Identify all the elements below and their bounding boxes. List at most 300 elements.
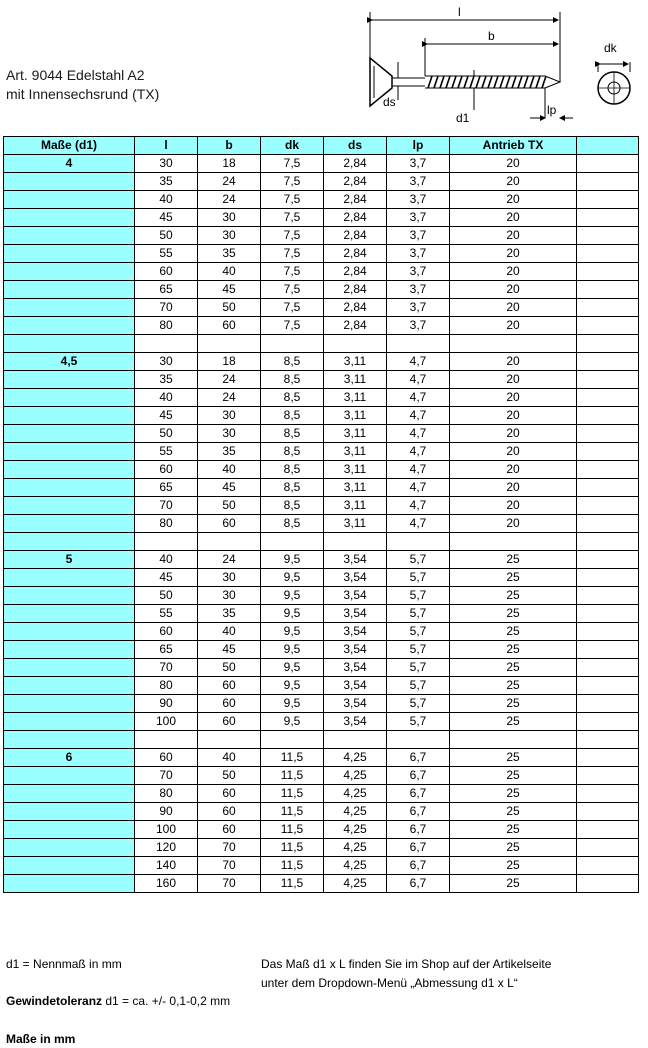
table-cell-empty bbox=[387, 731, 450, 749]
table-cell: 7,5 bbox=[261, 317, 324, 335]
table-cell-empty bbox=[450, 533, 577, 551]
group-d1-cell: 5 bbox=[4, 551, 135, 569]
table-row bbox=[4, 317, 639, 335]
header-tx: Antrieb TX bbox=[450, 137, 577, 155]
table-cell: 60 bbox=[198, 677, 261, 695]
table-cell-empty bbox=[324, 533, 387, 551]
table-cell: 4,7 bbox=[387, 479, 450, 497]
table-cell-empty bbox=[577, 569, 639, 587]
group-blank-cell bbox=[4, 209, 135, 227]
table-cell: 25 bbox=[450, 569, 577, 587]
group-blank-cell bbox=[4, 263, 135, 281]
table-row bbox=[4, 191, 639, 209]
table-cell: 7,5 bbox=[261, 173, 324, 191]
table-cell: 45 bbox=[198, 641, 261, 659]
table-cell: 25 bbox=[450, 875, 577, 893]
table-cell: 20 bbox=[450, 191, 577, 209]
table-row bbox=[4, 407, 639, 425]
table-row bbox=[4, 281, 639, 299]
table-cell: 140 bbox=[135, 857, 198, 875]
table-row bbox=[4, 425, 639, 443]
table-cell: 6,7 bbox=[387, 821, 450, 839]
table-cell: 20 bbox=[450, 281, 577, 299]
note-d1-definition: d1 = Nennmaß in mm bbox=[6, 957, 122, 971]
article-title: Art. 9044 Edelstahl A2 bbox=[6, 67, 145, 83]
table-cell: 3,54 bbox=[324, 605, 387, 623]
table-cell: 30 bbox=[198, 407, 261, 425]
table-cell: 60 bbox=[198, 317, 261, 335]
table-cell: 4,25 bbox=[324, 803, 387, 821]
table-cell-empty bbox=[450, 335, 577, 353]
group-blank-cell bbox=[4, 497, 135, 515]
table-row bbox=[4, 605, 639, 623]
table-cell: 4,7 bbox=[387, 407, 450, 425]
table-cell: 9,5 bbox=[261, 659, 324, 677]
group-blank-cell bbox=[4, 875, 135, 893]
screw-technical-drawing bbox=[0, 0, 648, 136]
table-cell: 25 bbox=[450, 785, 577, 803]
header-ds: ds bbox=[324, 137, 387, 155]
table-row bbox=[4, 623, 639, 641]
table-row bbox=[4, 713, 639, 731]
table-cell: 25 bbox=[450, 749, 577, 767]
table-cell: 9,5 bbox=[261, 587, 324, 605]
table-cell: 20 bbox=[450, 353, 577, 371]
table-cell: 4,25 bbox=[324, 857, 387, 875]
header-b: b bbox=[198, 137, 261, 155]
table-cell: 5,7 bbox=[387, 605, 450, 623]
group-blank-cell bbox=[4, 695, 135, 713]
table-cell: 4,7 bbox=[387, 461, 450, 479]
table-cell: 25 bbox=[450, 803, 577, 821]
table-cell: 20 bbox=[450, 497, 577, 515]
table-cell: 60 bbox=[135, 623, 198, 641]
table-cell-empty bbox=[577, 227, 639, 245]
table-cell-empty bbox=[577, 731, 639, 749]
header-l: l bbox=[135, 137, 198, 155]
table-cell-empty bbox=[135, 533, 198, 551]
table-cell: 55 bbox=[135, 245, 198, 263]
table-cell: 65 bbox=[135, 479, 198, 497]
table-cell-empty bbox=[577, 749, 639, 767]
table-cell: 4,7 bbox=[387, 389, 450, 407]
table-cell: 6,7 bbox=[387, 803, 450, 821]
table-cell: 3,7 bbox=[387, 317, 450, 335]
table-cell: 90 bbox=[135, 803, 198, 821]
table-cell: 20 bbox=[450, 299, 577, 317]
table-cell: 30 bbox=[135, 155, 198, 173]
table-cell-empty bbox=[577, 785, 639, 803]
table-cell: 9,5 bbox=[261, 677, 324, 695]
table-cell: 7,5 bbox=[261, 155, 324, 173]
table-cell-empty bbox=[577, 155, 639, 173]
table-row bbox=[4, 857, 639, 875]
table-cell: 25 bbox=[450, 641, 577, 659]
table-cell: 25 bbox=[450, 713, 577, 731]
table-cell: 4,7 bbox=[387, 425, 450, 443]
table-cell: 6,7 bbox=[387, 785, 450, 803]
table-cell: 18 bbox=[198, 155, 261, 173]
table-cell: 3,7 bbox=[387, 173, 450, 191]
group-blank-cell bbox=[4, 299, 135, 317]
table-cell: 120 bbox=[135, 839, 198, 857]
note-shop-line1: Das Maß d1 x L finden Sie im Shop auf der Artikelseite bbox=[261, 957, 552, 971]
table-cell: 20 bbox=[450, 227, 577, 245]
table-cell: 3,11 bbox=[324, 515, 387, 533]
table-cell: 70 bbox=[198, 839, 261, 857]
table-cell: 20 bbox=[450, 317, 577, 335]
tolerance-label: Gewindetoleranz bbox=[6, 994, 103, 1008]
table-row bbox=[4, 767, 639, 785]
table-cell: 5,7 bbox=[387, 623, 450, 641]
group-blank-cell bbox=[4, 659, 135, 677]
table-cell-empty bbox=[577, 371, 639, 389]
table-cell: 4,7 bbox=[387, 443, 450, 461]
table-cell-empty bbox=[261, 335, 324, 353]
table-cell: 80 bbox=[135, 317, 198, 335]
table-cell: 40 bbox=[198, 263, 261, 281]
table-cell: 11,5 bbox=[261, 749, 324, 767]
table-cell: 20 bbox=[450, 263, 577, 281]
table-header-row bbox=[4, 137, 639, 155]
table-cell: 7,5 bbox=[261, 191, 324, 209]
table-cell: 5,7 bbox=[387, 551, 450, 569]
table-cell-empty bbox=[577, 551, 639, 569]
table-cell: 4,25 bbox=[324, 749, 387, 767]
table-row bbox=[4, 443, 639, 461]
table-cell: 3,11 bbox=[324, 497, 387, 515]
table-cell: 25 bbox=[450, 857, 577, 875]
group-blank-cell bbox=[4, 803, 135, 821]
dim-label-dk: dk bbox=[604, 41, 617, 55]
table-cell: 11,5 bbox=[261, 803, 324, 821]
table-row bbox=[4, 785, 639, 803]
table-cell-empty bbox=[577, 353, 639, 371]
table-cell: 2,84 bbox=[324, 299, 387, 317]
table-cell: 60 bbox=[135, 749, 198, 767]
table-row bbox=[4, 353, 639, 371]
table-cell-empty bbox=[261, 533, 324, 551]
table-cell: 40 bbox=[198, 749, 261, 767]
table-cell: 20 bbox=[450, 425, 577, 443]
table-cell: 25 bbox=[450, 821, 577, 839]
table-cell-empty bbox=[577, 839, 639, 857]
table-cell: 24 bbox=[198, 389, 261, 407]
table-cell: 40 bbox=[135, 551, 198, 569]
table-cell-empty bbox=[577, 641, 639, 659]
table-row bbox=[4, 227, 639, 245]
table-cell-empty bbox=[135, 335, 198, 353]
table-cell: 50 bbox=[198, 299, 261, 317]
table-cell: 9,5 bbox=[261, 605, 324, 623]
table-cell-empty bbox=[577, 263, 639, 281]
table-cell: 70 bbox=[135, 659, 198, 677]
table-cell: 9,5 bbox=[261, 569, 324, 587]
table-cell: 2,84 bbox=[324, 155, 387, 173]
table-cell: 60 bbox=[135, 461, 198, 479]
table-cell-empty bbox=[261, 731, 324, 749]
table-cell: 4,25 bbox=[324, 767, 387, 785]
table-cell: 11,5 bbox=[261, 857, 324, 875]
table-spacer-row bbox=[4, 335, 639, 353]
table-cell: 4,7 bbox=[387, 497, 450, 515]
table-cell: 35 bbox=[135, 173, 198, 191]
group-blank-cell bbox=[4, 677, 135, 695]
table-cell: 60 bbox=[198, 785, 261, 803]
group-d1-cell: 4 bbox=[4, 155, 135, 173]
table-cell: 3,54 bbox=[324, 641, 387, 659]
table-cell: 2,84 bbox=[324, 191, 387, 209]
table-cell: 9,5 bbox=[261, 623, 324, 641]
table-cell: 3,11 bbox=[324, 443, 387, 461]
dim-label-ds: ds bbox=[383, 95, 396, 109]
table-row bbox=[4, 695, 639, 713]
table-cell: 5,7 bbox=[387, 659, 450, 677]
table-cell: 9,5 bbox=[261, 695, 324, 713]
table-cell: 25 bbox=[450, 677, 577, 695]
table-row bbox=[4, 299, 639, 317]
table-cell-empty bbox=[577, 803, 639, 821]
tolerance-value: d1 = ca. +/- 0,1-0,2 mm bbox=[102, 994, 231, 1008]
table-cell: 9,5 bbox=[261, 641, 324, 659]
table-cell: 50 bbox=[198, 659, 261, 677]
group-blank-cell bbox=[4, 173, 135, 191]
table-cell: 7,5 bbox=[261, 209, 324, 227]
table-cell: 3,11 bbox=[324, 353, 387, 371]
group-blank-cell bbox=[4, 569, 135, 587]
group-blank-cell bbox=[4, 713, 135, 731]
table-row bbox=[4, 497, 639, 515]
table-cell: 45 bbox=[198, 479, 261, 497]
table-cell-empty bbox=[577, 191, 639, 209]
table-cell: 7,5 bbox=[261, 245, 324, 263]
table-cell-empty bbox=[577, 713, 639, 731]
screw-tip bbox=[545, 76, 560, 88]
table-cell: 25 bbox=[450, 587, 577, 605]
table-cell: 30 bbox=[198, 227, 261, 245]
table-cell: 20 bbox=[450, 371, 577, 389]
table-cell: 2,84 bbox=[324, 281, 387, 299]
table-cell-empty bbox=[577, 497, 639, 515]
table-cell-empty bbox=[577, 479, 639, 497]
table-cell: 6,7 bbox=[387, 839, 450, 857]
table-cell: 5,7 bbox=[387, 641, 450, 659]
table-cell: 7,5 bbox=[261, 281, 324, 299]
table-cell: 3,7 bbox=[387, 299, 450, 317]
table-cell: 60 bbox=[135, 263, 198, 281]
group-blank-cell bbox=[4, 839, 135, 857]
table-cell: 5,7 bbox=[387, 587, 450, 605]
table-cell: 35 bbox=[198, 245, 261, 263]
table-cell: 5,7 bbox=[387, 569, 450, 587]
table-cell: 24 bbox=[198, 371, 261, 389]
table-cell: 25 bbox=[450, 605, 577, 623]
table-cell: 11,5 bbox=[261, 875, 324, 893]
group-blank-cell bbox=[4, 407, 135, 425]
table-cell: 50 bbox=[198, 497, 261, 515]
table-cell: 3,54 bbox=[324, 569, 387, 587]
table-cell-empty bbox=[577, 335, 639, 353]
table-row bbox=[4, 173, 639, 191]
table-cell: 3,54 bbox=[324, 587, 387, 605]
table-cell-empty bbox=[4, 533, 135, 551]
group-blank-cell bbox=[4, 371, 135, 389]
table-cell: 30 bbox=[135, 353, 198, 371]
table-cell: 3,54 bbox=[324, 713, 387, 731]
table-cell: 20 bbox=[450, 515, 577, 533]
table-row bbox=[4, 263, 639, 281]
group-blank-cell bbox=[4, 767, 135, 785]
table-cell-empty bbox=[198, 335, 261, 353]
table-cell: 30 bbox=[198, 425, 261, 443]
table-row bbox=[4, 371, 639, 389]
header-empty bbox=[577, 137, 639, 155]
table-cell: 50 bbox=[135, 227, 198, 245]
table-cell: 20 bbox=[450, 407, 577, 425]
table-cell: 8,5 bbox=[261, 443, 324, 461]
table-cell: 25 bbox=[450, 767, 577, 785]
table-cell-empty bbox=[577, 209, 639, 227]
group-d1-cell: 6 bbox=[4, 749, 135, 767]
table-cell: 55 bbox=[135, 443, 198, 461]
group-blank-cell bbox=[4, 227, 135, 245]
table-cell: 4,7 bbox=[387, 515, 450, 533]
table-cell-empty bbox=[387, 533, 450, 551]
table-cell: 3,11 bbox=[324, 425, 387, 443]
group-blank-cell bbox=[4, 785, 135, 803]
table-cell-empty bbox=[577, 875, 639, 893]
dim-label-b: b bbox=[488, 29, 495, 43]
table-cell: 3,7 bbox=[387, 209, 450, 227]
table-cell: 3,11 bbox=[324, 479, 387, 497]
table-cell: 8,5 bbox=[261, 497, 324, 515]
table-cell: 30 bbox=[198, 209, 261, 227]
table-cell: 80 bbox=[135, 515, 198, 533]
table-cell-empty bbox=[577, 605, 639, 623]
table-cell: 4,25 bbox=[324, 839, 387, 857]
dimension-table bbox=[3, 136, 639, 893]
table-cell: 40 bbox=[198, 623, 261, 641]
group-blank-cell bbox=[4, 515, 135, 533]
group-blank-cell bbox=[4, 821, 135, 839]
header-d1: Maße (d1) bbox=[4, 137, 135, 155]
table-cell: 70 bbox=[135, 497, 198, 515]
article-subtitle: mit Innensechsrund (TX) bbox=[6, 86, 160, 102]
table-cell: 11,5 bbox=[261, 839, 324, 857]
table-cell-empty bbox=[577, 245, 639, 263]
table-cell: 50 bbox=[135, 587, 198, 605]
table-cell: 11,5 bbox=[261, 767, 324, 785]
table-row bbox=[4, 209, 639, 227]
table-cell: 2,84 bbox=[324, 209, 387, 227]
table-cell: 2,84 bbox=[324, 227, 387, 245]
table-spacer-row bbox=[4, 533, 639, 551]
table-cell: 2,84 bbox=[324, 173, 387, 191]
table-cell: 6,7 bbox=[387, 875, 450, 893]
table-cell-empty bbox=[577, 623, 639, 641]
table-cell-empty bbox=[198, 731, 261, 749]
table-spacer-row bbox=[4, 731, 639, 749]
table-cell: 65 bbox=[135, 641, 198, 659]
table-cell: 70 bbox=[198, 857, 261, 875]
table-cell: 70 bbox=[198, 875, 261, 893]
table-row bbox=[4, 749, 639, 767]
table-cell: 50 bbox=[198, 767, 261, 785]
table-cell: 60 bbox=[198, 695, 261, 713]
table-cell: 20 bbox=[450, 479, 577, 497]
table-cell: 8,5 bbox=[261, 407, 324, 425]
table-cell: 8,5 bbox=[261, 461, 324, 479]
table-cell: 100 bbox=[135, 821, 198, 839]
table-cell-empty bbox=[577, 677, 639, 695]
table-cell-empty bbox=[135, 731, 198, 749]
table-cell: 8,5 bbox=[261, 479, 324, 497]
table-cell: 35 bbox=[198, 443, 261, 461]
group-blank-cell bbox=[4, 587, 135, 605]
table-cell-empty bbox=[577, 821, 639, 839]
table-row bbox=[4, 155, 639, 173]
table-cell: 2,84 bbox=[324, 263, 387, 281]
table-row bbox=[4, 551, 639, 569]
table-row bbox=[4, 461, 639, 479]
group-blank-cell bbox=[4, 857, 135, 875]
table-cell: 20 bbox=[450, 443, 577, 461]
table-cell: 9,5 bbox=[261, 713, 324, 731]
table-cell: 20 bbox=[450, 209, 577, 227]
table-cell: 55 bbox=[135, 605, 198, 623]
table-cell: 20 bbox=[450, 461, 577, 479]
table-cell: 65 bbox=[135, 281, 198, 299]
table-cell: 3,11 bbox=[324, 371, 387, 389]
table-cell: 45 bbox=[135, 209, 198, 227]
table-cell: 8,5 bbox=[261, 425, 324, 443]
table-cell: 3,7 bbox=[387, 227, 450, 245]
header-lp: lp bbox=[387, 137, 450, 155]
table-cell: 8,5 bbox=[261, 371, 324, 389]
table-cell: 3,54 bbox=[324, 677, 387, 695]
table-cell: 3,54 bbox=[324, 551, 387, 569]
table-cell: 6,7 bbox=[387, 857, 450, 875]
table-cell: 3,11 bbox=[324, 407, 387, 425]
table-row bbox=[4, 821, 639, 839]
table-row bbox=[4, 839, 639, 857]
table-cell: 24 bbox=[198, 551, 261, 569]
table-cell: 45 bbox=[198, 281, 261, 299]
dim-label-lp: lp bbox=[547, 103, 557, 117]
table-row bbox=[4, 245, 639, 263]
table-cell: 25 bbox=[450, 623, 577, 641]
table-cell-empty bbox=[577, 767, 639, 785]
group-blank-cell bbox=[4, 191, 135, 209]
table-cell: 80 bbox=[135, 785, 198, 803]
note-shop-line2: unter dem Dropdown-Menü „Abmessung d1 x L“ bbox=[261, 976, 518, 990]
table-cell: 3,54 bbox=[324, 695, 387, 713]
table-row bbox=[4, 569, 639, 587]
table-cell: 35 bbox=[198, 605, 261, 623]
table-cell-empty bbox=[577, 443, 639, 461]
table-cell: 5,7 bbox=[387, 677, 450, 695]
table-cell: 3,7 bbox=[387, 191, 450, 209]
table-cell: 8,5 bbox=[261, 515, 324, 533]
group-blank-cell bbox=[4, 461, 135, 479]
table-cell: 5,7 bbox=[387, 713, 450, 731]
table-cell: 160 bbox=[135, 875, 198, 893]
table-cell: 60 bbox=[198, 803, 261, 821]
table-cell: 20 bbox=[450, 245, 577, 263]
table-cell-empty bbox=[577, 317, 639, 335]
table-cell: 25 bbox=[450, 839, 577, 857]
table-cell: 5,7 bbox=[387, 695, 450, 713]
